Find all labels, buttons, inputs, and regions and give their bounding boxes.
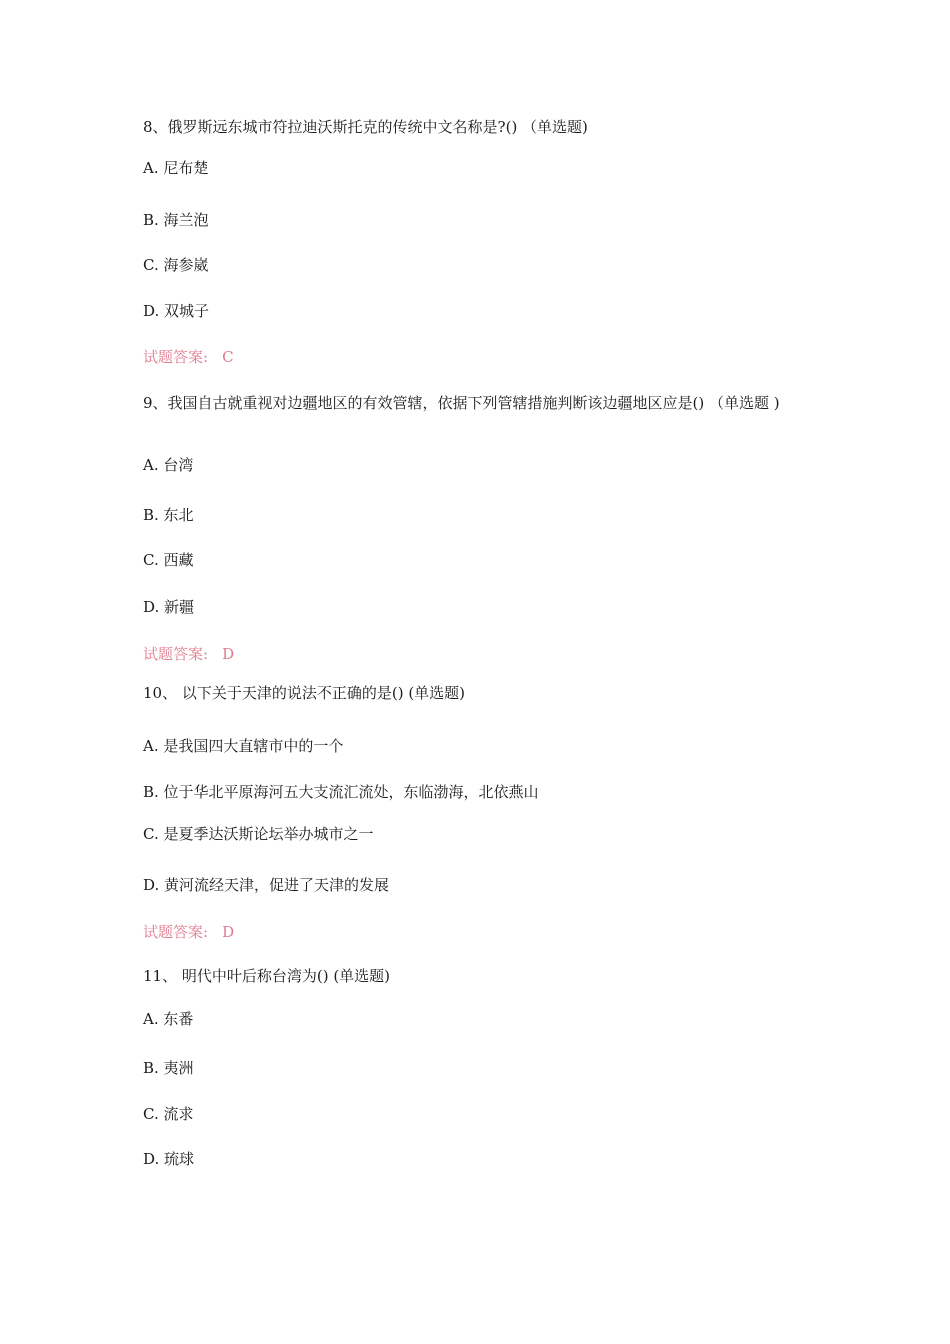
- question-10-answer: [143, 922, 234, 942]
- question-9-option-c: C. 西藏: [143, 551, 194, 569]
- question-10-option-d: D. 黄河流经天津，促进了天津的发展: [143, 876, 390, 894]
- question-8-answer: [143, 347, 234, 367]
- question-8-option-b: B. 海兰泡: [143, 211, 209, 229]
- question-8-option-a: A. 尼布楚: [143, 159, 209, 177]
- question-9-option-b: B. 东北: [143, 506, 194, 524]
- question-10-option-b: B. 位于华北平原海河五大支流汇流处，东临渤海，北依燕山: [143, 783, 539, 801]
- question-9-option-d: D. 新疆: [143, 598, 195, 616]
- answer-value: D: [222, 923, 235, 941]
- question-9-answer: [143, 644, 234, 664]
- question-8-option-d: D. 双城子: [143, 302, 210, 320]
- question-11-stem: 11、 明代中叶后称台湾为() (单选题): [143, 967, 391, 985]
- question-11-option-a: A. 东番: [143, 1010, 194, 1028]
- question-9-option-a: A. 台湾: [143, 456, 194, 474]
- question-10-option-c: C. 是夏季达沃斯论坛举办城市之一: [143, 825, 374, 843]
- question-11-option-d: D. 琉球: [143, 1150, 195, 1168]
- answer-label: 试题答案:: [143, 645, 209, 663]
- question-11-option-b: B. 夷洲: [143, 1059, 194, 1077]
- answer-label: 试题答案:: [143, 348, 209, 366]
- question-11-option-c: C. 流求: [143, 1105, 194, 1123]
- question-10-option-a: A. 是我国四大直辖市中的一个: [143, 737, 344, 755]
- question-9-stem: 9、我国自古就重视对边疆地区的有效管辖，依据下列管辖措施判断该边疆地区应是() （单选题 ): [143, 394, 780, 412]
- answer-label: 试题答案:: [143, 923, 209, 941]
- answer-value: D: [222, 645, 235, 663]
- question-10-stem: 10、 以下关于天津的说法不正确的是() (单选题): [143, 684, 466, 702]
- answer-value: C: [222, 348, 234, 366]
- question-8-stem: 8、俄罗斯远东城市符拉迪沃斯托克的传统中文名称是?() （单选题): [143, 118, 588, 136]
- question-8-option-c: C. 海参崴: [143, 256, 209, 274]
